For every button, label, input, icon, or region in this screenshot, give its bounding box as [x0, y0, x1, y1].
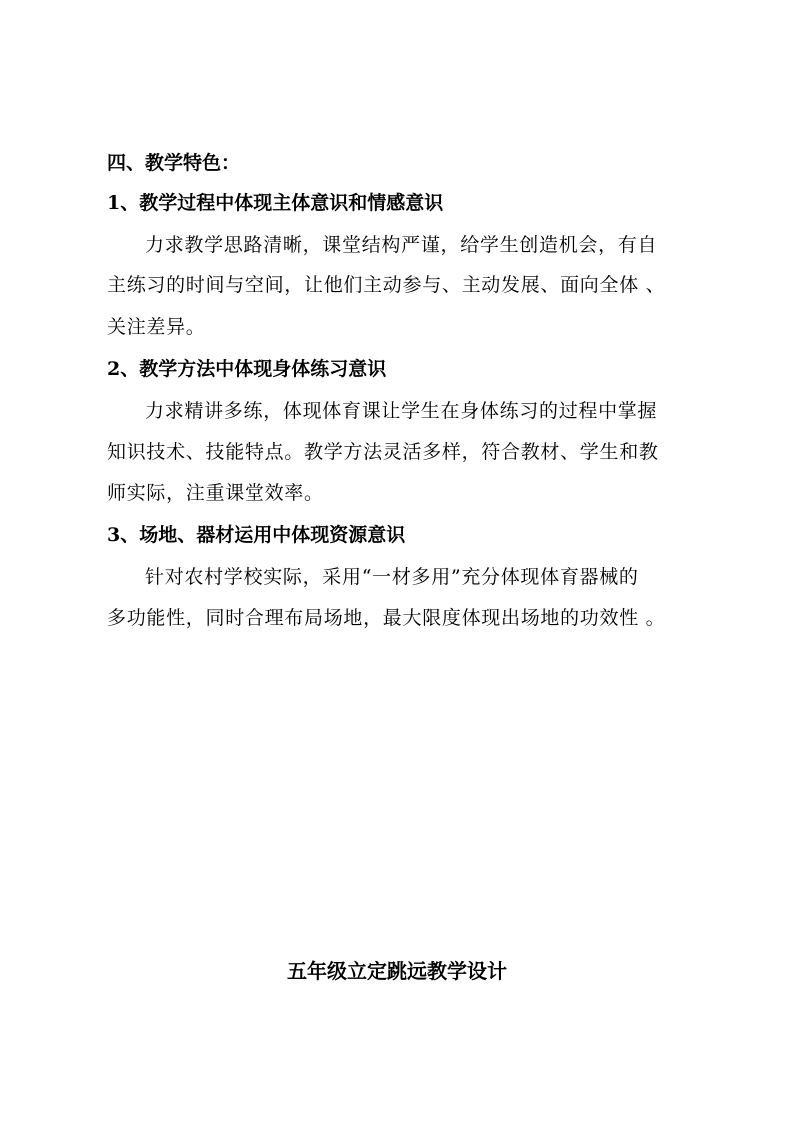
item-1-heading: 1、教学过程中体现主体意识和情感意识 — [107, 192, 444, 214]
item-2-heading: 2、教学方法中体现身体练习意识 — [107, 358, 387, 380]
item-3-line-1: 针对农村学校实际，采用“一材多用”充分体现体育器械的 — [145, 566, 639, 588]
item-3-line-2: 多功能性，同时合理布局场地，最大限度体现出场地的功效性 。 — [107, 607, 666, 629]
item-3-heading: 3、场地、器材运用中体现资源意识 — [107, 524, 406, 546]
item-2-line-2: 知识技术、技能特点。教学方法灵活多样，符合教材、学生和教 — [107, 441, 659, 463]
item-2-line-1: 力求精讲多练，体现体育课让学生在身体练习的过程中掌握 — [145, 400, 658, 422]
item-1-line-3: 关注差异。 — [107, 316, 206, 338]
document-title: 五年级立定跳远教学设计 — [287, 959, 507, 983]
section-heading: 四、教学特色： — [107, 152, 241, 174]
item-2-line-3: 师实际，注重课堂效率。 — [107, 482, 324, 504]
item-1-line-2: 主练习的时间与空间，让他们主动参与、主动发展、面向全体 、 — [107, 274, 666, 296]
item-1-line-1: 力求教学思路清晰，课堂结构严谨，给学生创造机会，有自 — [145, 234, 658, 256]
